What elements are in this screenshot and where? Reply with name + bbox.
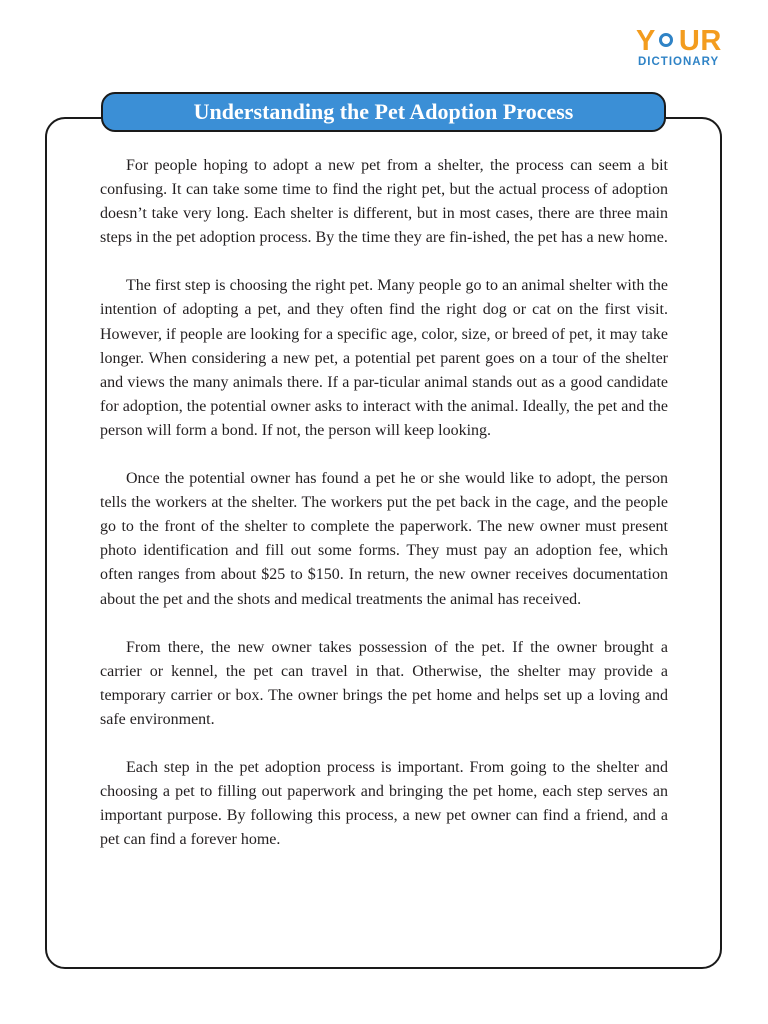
paragraph-4: From there, the new owner takes possession of the pet. If the owner brought a carrier or kennel, the pet can travel in that. Otherwise, the shelter may provide a temporary carrier or box. The owner brings the pet home and helps set up a loving and safe environment. xyxy=(100,638,668,728)
paragraph-1: For people hoping to adopt a new pet from a shelter, the process can seem a bit confusing. It can take some time to find the right pet, but the actual process of adoption doesn’t take very long. Each shelter is different, but in most cases, there are three main steps in the pet adoption process. By the time they are fin-ished, the pet has a new home. xyxy=(100,157,668,247)
paragraph-2: The first step is choosing the right pet. Many people go to an animal shelter with the intention of adopting a pet, and they often find the right dog or cat on the first visit. However, if people are looking for a specific age, color, size, or breed of pet, it may take longer. When considering a new pet, a potential pet parent goes on a tour of the shelter and views the many animals there. If a par-ticular animal stands out as a good candidate for adoption, the potential owner asks to interact with the animal. Ideally, the pet and the person will form a bond. If not, the person will keep looking. xyxy=(100,277,668,439)
logo-letter-y: Y xyxy=(636,25,656,57)
title-banner xyxy=(101,92,666,132)
paragraph-3: Once the potential owner has found a pet he or she would like to adopt, the person tells the workers at the shelter. The workers put the pet back in the cage, and the people go to the front of the shelter to complete the paperwork. The new owner must present photo identification and fill out some forms. They must pay an adoption fee, which often ranges from about $25 to $150. In return, the new owner receives documentation about the pet and the shots and medical treatments the animal has received. xyxy=(100,470,668,608)
yourdictionary-logo[interactable] xyxy=(636,26,728,74)
logo-wordmark xyxy=(636,26,722,56)
article-body xyxy=(100,154,668,876)
page-title: Understanding the Pet Adoption Process xyxy=(193,99,574,124)
logo-letters-ur: UR xyxy=(678,25,722,57)
paragraph-5: Each step in the pet adoption process is important. From going to the shelter and choosing a pet to filling out paperwork and bringing the pet home, each step serves an important purpose. By following this process, a new pet owner can find a friend, and a pet can find a forever home. xyxy=(100,758,668,849)
logo-subtitle: DICTIONARY xyxy=(638,56,720,68)
magnifier-icon xyxy=(656,26,679,56)
